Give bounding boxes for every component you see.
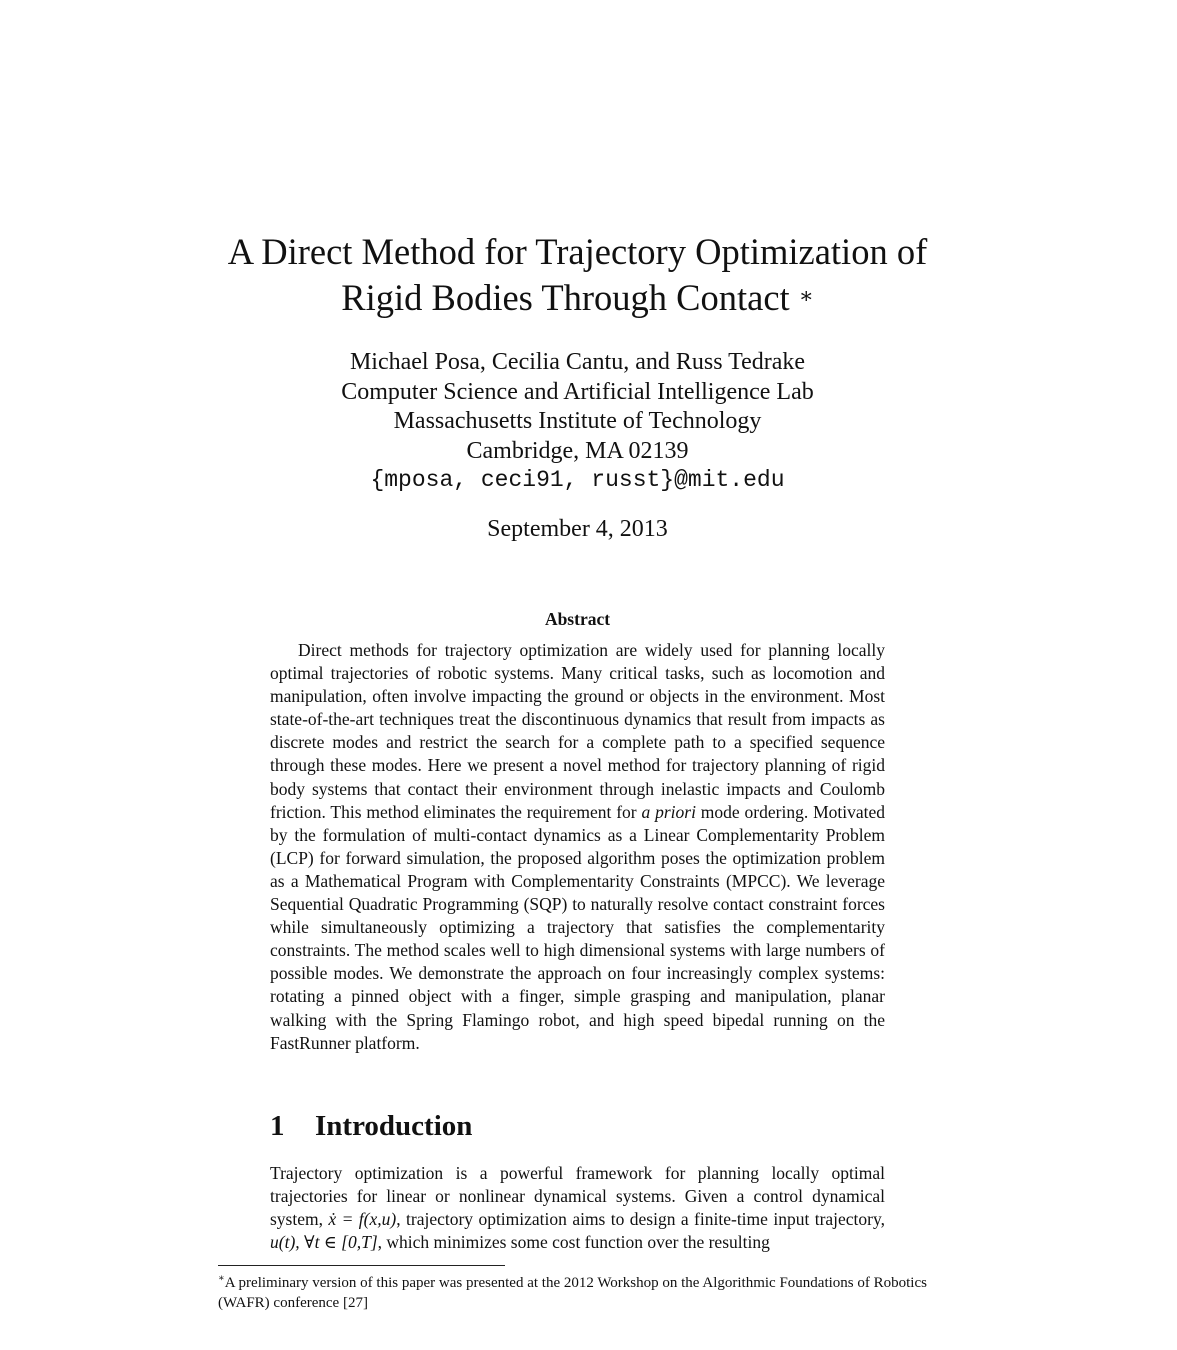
affiliation-institute: Massachusetts Institute of Technology [393,408,762,434]
author-block [0,348,1155,496]
section-title: Introduction [315,1110,473,1142]
footnote-mark: ∗ [218,1273,225,1284]
title-footnote-mark: ∗ [798,283,814,308]
paper-title [0,229,1155,321]
section-number: 1 [270,1110,285,1142]
author-emails: {mposa, ceci91, russt}@mit.edu [370,467,785,493]
footnote-text: A preliminary version of this paper was presented at the 2012 Workshop on the Algorithmic Foundations of Robotics (WAFR) conference [27] [218,1275,927,1311]
abstract-text-part-1: Direct methods for trajectory optimization are widely used for planning locally optimal trajectories of robotic systems. Many critical tasks, such as locomotion and manipulation, often involve impacting the ground or objects in the environment. Most state-of-the-art techniques treat the discontinuous dynamics that result from impacts as discrete modes and restrict the search for a complete path to a specified sequence through these modes. Here we present a novel method for trajectory planning of rigid body systems that contact their environment through inelastic impacts and Coulomb friction. This method eliminates the requirement for [270,640,885,822]
paper-title-line-1: A Direct Method for Trajectory Optimization of [227,231,928,272]
publication-date: September 4, 2013 [487,516,668,542]
intro-text-part-3: , which minimizes some cost function over the resulting [377,1232,770,1253]
affiliation-city: Cambridge, MA 02139 [466,437,689,464]
intro-text-part-2: , trajectory optimization aims to design a finite-time input trajectory, [396,1209,885,1230]
footnote-rule [218,1265,505,1266]
intro-equation-input: u(t), ∀t ∈ [0,T] [270,1232,378,1253]
affiliation-lab: Computer Science and Artificial Intelligence Lab [341,378,814,405]
intro-text-part-1: Trajectory optimization is a powerful framework for planning locally optimal trajectories for linear or nonlinear dynamical systems. Given a control dynamical system, [270,1163,885,1230]
section-heading-introduction [270,1108,472,1144]
abstract-text [270,639,885,1055]
abstract-heading: Abstract [544,609,611,629]
introduction-text [270,1162,885,1254]
abstract-text-part-2: mode ordering. Motivated by the formulation of multi-contact dynamics as a Linear Complementarity Problem (LCP) for forward simulation, the proposed algorithm poses the optimization problem as a Mathematical Program with Complementarity Constraints (MPCC). We leverage Sequential Quadratic Programming (SQP) to naturally resolve contact constraint forces while simultaneously optimizing a trajectory that satisfies the complementarity constraints. The method scales well to high dimensional systems with large numbers of possible modes. We demonstrate the approach on four increasingly complex systems: rotating a pinned object with a finger, simple grasping and manipulation, planar walking with the Spring Flamingo robot, and high speed bipedal running on the FastRunner platform. [270,801,885,1053]
footnote [218,1269,940,1313]
paper-title-line-2: Rigid Bodies Through Contact [341,277,790,318]
abstract-italic-phrase: a priori [641,801,696,822]
author-names: Michael Posa, Cecilia Cantu, and Russ Tedrake [349,349,806,375]
intro-equation-dynamics: ẋ = f(x,u) [328,1209,397,1230]
